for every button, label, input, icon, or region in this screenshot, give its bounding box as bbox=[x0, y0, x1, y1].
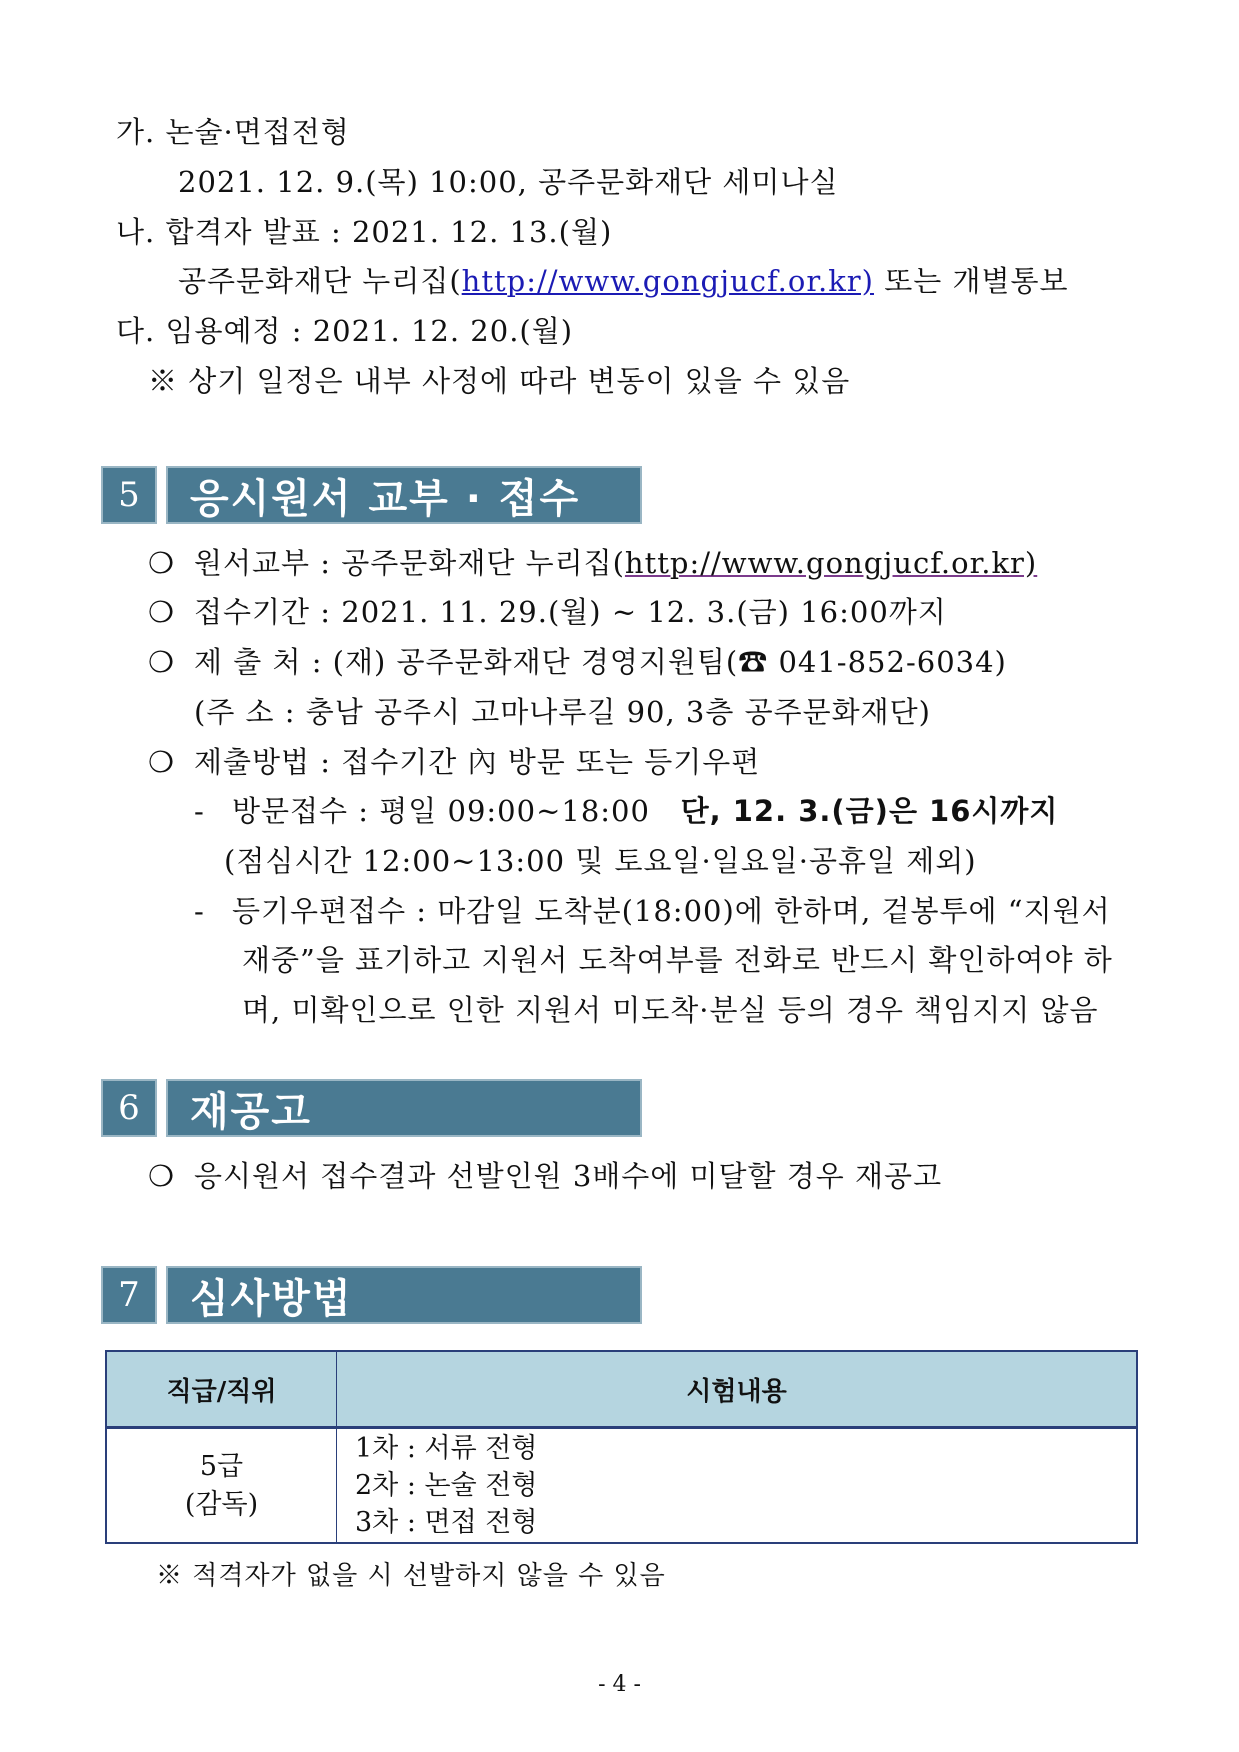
section-7-note: ※ 적격자가 없을 시 선발하지 않을 수 있음 bbox=[156, 1561, 666, 1591]
header-content: 시험내용 bbox=[337, 1351, 1138, 1428]
schedule-a-label: 가. 논술·면접전형 bbox=[116, 115, 350, 149]
office-address: (주 소 : 충남 공주시 고마나루길 90, 3층 공주문화재단) bbox=[194, 695, 931, 729]
dash-marker: - bbox=[194, 894, 205, 928]
page-number: - 4 - bbox=[598, 1672, 641, 1697]
method-text: 제출방법 : 접수기간 內 방문 또는 등기우편 bbox=[194, 745, 761, 779]
bullet-icon: ❍ bbox=[148, 546, 175, 580]
section-6-title: 재공고 bbox=[166, 1079, 642, 1137]
schedule-b-label: 나. 합격자 발표 : 2021. 12. 13.(월) bbox=[116, 215, 613, 249]
mail-line-1: 등기우편접수 : 마감일 도착분(18:00)에 한하며, 겉봉투에 “지원서 bbox=[232, 894, 1111, 928]
step-1: 1차 : 서류 전형 bbox=[355, 1433, 538, 1464]
mail-line-2: 재중”을 표기하고 지원서 도착여부를 전화로 반드시 확인하여야 하 bbox=[242, 943, 1113, 977]
homepage-link-2[interactable]: http://www.gongjucf.or.kr) bbox=[624, 546, 1038, 580]
section-5-item-office bbox=[148, 642, 1007, 682]
rank-cell bbox=[106, 1428, 337, 1544]
section-5-title: 응시원서 교부 · 접수 bbox=[166, 466, 642, 524]
schedule-b-suffix: 또는 개별통보 bbox=[873, 264, 1069, 298]
section-5-item-distribution bbox=[148, 543, 1037, 583]
period-text: 접수기간 : 2021. 11. 29.(월) ~ 12. 3.(금) 16:00까지 bbox=[194, 595, 947, 629]
content-cell bbox=[337, 1428, 1138, 1544]
visit-text: 방문접수 : 평일 09:00~18:00 bbox=[232, 794, 650, 828]
dash-marker: - bbox=[194, 794, 205, 828]
visit-submission bbox=[194, 791, 1058, 831]
visit-deadline-bold: 단, 12. 3.(금)은 16시까지 bbox=[680, 794, 1059, 828]
rank-position: (감독) bbox=[184, 1488, 259, 1520]
section-5-item-method bbox=[148, 742, 760, 782]
step-3: 3차 : 면접 전형 bbox=[355, 1507, 538, 1538]
section-7-number: 7 bbox=[101, 1266, 157, 1324]
section-5-number: 5 bbox=[101, 466, 157, 524]
header-rank: 직급/직위 bbox=[106, 1351, 337, 1428]
distribution-text: 원서교부 : 공주문화재단 누리집( bbox=[194, 546, 625, 580]
table-header-row bbox=[106, 1351, 1137, 1428]
schedule-b-prefix: 공주문화재단 누리집( bbox=[178, 264, 462, 298]
schedule-note: ※ 상기 일정은 내부 사정에 따라 변동이 있을 수 있음 bbox=[148, 364, 851, 398]
bullet-icon: ❍ bbox=[148, 745, 175, 779]
readvertise-text: 응시원서 접수결과 선발인원 3배수에 미달할 경우 재공고 bbox=[194, 1159, 943, 1193]
schedule-c-label: 다. 임용예정 : 2021. 12. 20.(월) bbox=[116, 314, 574, 348]
exam-table bbox=[105, 1350, 1138, 1544]
homepage-link[interactable]: http://www.gongjucf.or.kr) bbox=[461, 264, 874, 298]
bullet-icon: ❍ bbox=[148, 595, 175, 629]
table-row bbox=[106, 1428, 1137, 1544]
rank-grade: 5급 bbox=[199, 1450, 244, 1482]
section-6-item bbox=[148, 1156, 942, 1196]
bullet-icon: ❍ bbox=[148, 645, 175, 679]
visit-note: (점심시간 12:00~13:00 및 토요일·일요일·공휴일 제외) bbox=[224, 844, 977, 878]
office-text: 제 출 처 : (재) 공주문화재단 경영지원팀(☎ 041-852-6034) bbox=[194, 645, 1007, 679]
section-6-number: 6 bbox=[101, 1079, 157, 1137]
bullet-icon: ❍ bbox=[148, 1159, 175, 1193]
schedule-b-detail bbox=[178, 261, 1069, 301]
mail-submission bbox=[194, 891, 1111, 931]
schedule-a-detail: 2021. 12. 9.(목) 10:00, 공주문화재단 세미나실 bbox=[178, 165, 839, 199]
step-2: 2차 : 논술 전형 bbox=[355, 1470, 538, 1501]
section-7-title: 심사방법 bbox=[166, 1266, 642, 1324]
mail-line-3: 며, 미확인으로 인한 지원서 미도착·분실 등의 경우 책임지지 않음 bbox=[242, 993, 1099, 1027]
section-5-item-period bbox=[148, 592, 947, 632]
